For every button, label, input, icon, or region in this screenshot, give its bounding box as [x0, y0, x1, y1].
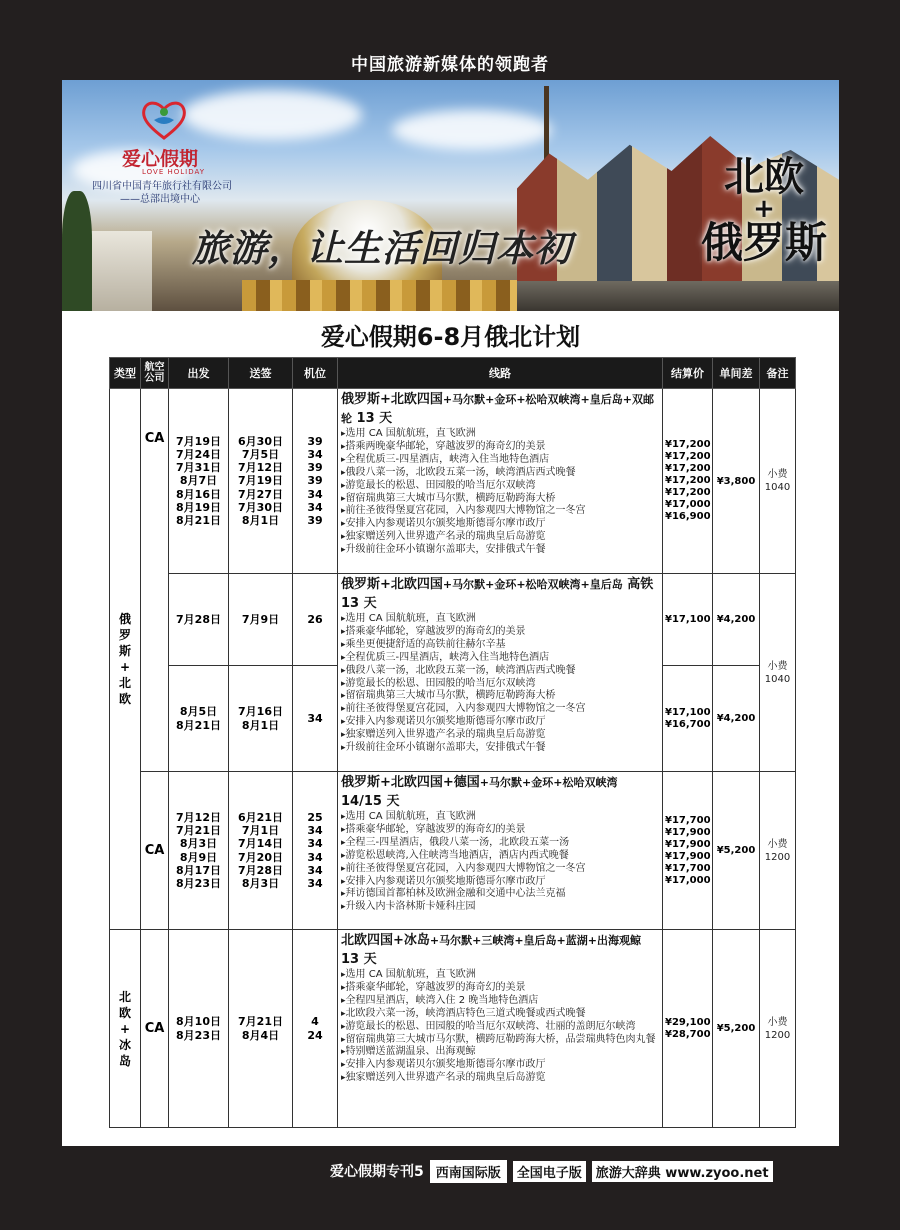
- note-cell: 小费 1040: [760, 389, 796, 574]
- footer-site[interactable]: 旅游大辞典 www.zyoo.net: [592, 1161, 773, 1182]
- route-line: ▸ 搭乘豪华邮轮，穿越波罗的海奇幻的美景: [341, 982, 660, 995]
- seat-counts: 25 34 34 34 34 34: [293, 772, 338, 930]
- logo-text: 爱心假期: [122, 148, 199, 170]
- header-depart: 出发: [169, 358, 229, 389]
- single-supplement: ¥5,200: [713, 930, 760, 1128]
- depart-dates: 7月28日: [169, 574, 229, 666]
- single-supplement: ¥5,200: [713, 772, 760, 930]
- single-supplement: ¥4,200: [713, 666, 760, 772]
- route-line: ▸ 全程三-四星酒店，俄段八菜一汤，北欧段五菜一汤: [341, 837, 660, 850]
- header-price: 结算价: [663, 358, 713, 389]
- table-row: [110, 389, 796, 574]
- header-seats: 机位: [293, 358, 338, 389]
- airline-cell: CA: [141, 389, 169, 772]
- company-line-2: ——总部出境中心: [120, 194, 200, 205]
- route-line: ▸ 前往圣彼得堡夏宫花园，入内参观四大博物馆之一冬宫: [341, 703, 660, 716]
- route-line: ▸ 安排入内参观诺贝尔颁奖地斯德哥尔摩市政厅: [341, 876, 660, 889]
- route-line: ▸ 前往圣彼得堡夏宫花园，入内参观四大博物馆之一冬宫: [341, 863, 660, 876]
- route-line: ▸ 搭乘豪华邮轮，穿越波罗的海奇幻的美景: [341, 626, 660, 639]
- header-note: 备注: [760, 358, 796, 389]
- route-line: ▸ 搭乘豪华邮轮，穿越波罗的海奇幻的美景: [341, 824, 660, 837]
- table-row: [110, 930, 796, 1128]
- route-line: ▸ 留宿瑞典第三大城市马尔默，横跨厄勒跨海大桥: [341, 690, 660, 703]
- price-list: ¥17,100: [663, 574, 713, 666]
- header-single: 单间差: [713, 358, 760, 389]
- note-cell: 小费 1200: [760, 772, 796, 930]
- route-line: ▸ 选用 CA 国航航班，直飞欧洲: [341, 428, 660, 441]
- route-line: ▸ 独家赠送列入世界遗产名录的瑞典皇后岛游览: [341, 1072, 660, 1085]
- header-route: 线路: [338, 358, 663, 389]
- price-list: ¥29,100 ¥28,700: [663, 930, 713, 1128]
- route-line: ▸ 游览最长的松恩、田园般的哈当厄尔双峡湾: [341, 678, 660, 691]
- route-line: ▸ 前往圣彼得堡夏宫花园，入内参观四大博物馆之一冬宫: [341, 505, 660, 518]
- header-airline: 航空公司: [141, 358, 169, 389]
- single-supplement: ¥3,800: [713, 389, 760, 574]
- fountain-statues: [242, 280, 542, 311]
- hero-banner: [62, 80, 839, 311]
- seat-counts: 39 34 39 39 34 34 39: [293, 389, 338, 574]
- route-line: ▸ 特别赠送蓝湖温泉、出海观鲸: [341, 1046, 660, 1059]
- route-line: ▸ 全程四星酒店，峡湾入住 2 晚当地特色酒店: [341, 995, 660, 1008]
- airline-cell: CA: [141, 930, 169, 1128]
- route-line: ▸ 安排入内参观诺贝尔颁奖地斯德哥尔摩市政厅: [341, 716, 660, 729]
- type-cell-nordic-iceland: 北 欧 + 冰 岛: [110, 930, 141, 1128]
- route-line: ▸ 独家赠送列入世界遗产名录的瑞典皇后岛游览: [341, 729, 660, 742]
- table-row: [110, 772, 796, 930]
- top-slogan: 中国旅游新媒体的领跑者: [351, 55, 549, 75]
- route-line: ▸ 安排入内参观诺贝尔颁奖地斯德哥尔摩市政厅: [341, 518, 660, 531]
- visa-dates: 6月30日 7月5日 7月12日 7月19日 7月27日 7月30日 8月1日: [229, 389, 293, 574]
- route-line: ▸ 俄段八菜一汤，北欧段五菜一汤，峡湾酒店西式晚餐: [341, 467, 660, 480]
- logo-english: LOVE HOLIDAY: [142, 168, 205, 176]
- route-line: ▸ 搭乘两晚豪华邮轮，穿越波罗的海奇幻的美景: [341, 441, 660, 454]
- trees: [62, 191, 92, 311]
- banner-slogan: 旅游，让生活回归本初: [192, 226, 572, 270]
- depart-dates: 8月10日 8月23日: [169, 930, 229, 1128]
- footer-national: 全国电子版: [513, 1161, 586, 1182]
- depart-dates: 8月5日 8月21日: [169, 666, 229, 772]
- route-line: ▸ 升级前往金环小镇谢尔盖耶夫，安排俄式午餐: [341, 742, 660, 755]
- footer: [330, 1160, 773, 1182]
- destination-plus: +: [753, 194, 775, 224]
- price-list: ¥17,100 ¥16,700: [663, 666, 713, 772]
- visa-dates: 7月9日: [229, 574, 293, 666]
- route-line: ▸ 留宿瑞典第三大城市马尔默，横跨厄勒跨海大桥: [341, 493, 660, 506]
- route-line: ▸ 升级前往金环小镇谢尔盖耶夫，安排俄式午餐: [341, 544, 660, 557]
- route-line: ▸ 俄段八菜一汤，北欧段五菜一汤，峡湾酒店西式晚餐: [341, 665, 660, 678]
- seat-counts: 4 24: [293, 930, 338, 1128]
- seat-counts: 34: [293, 666, 338, 772]
- harbor-water: [517, 281, 839, 311]
- route-line: ▸ 游览最长的松恩、田园般的哈当厄尔双峡湾: [341, 480, 660, 493]
- route-line: ▸ 选用 CA 国航航班，直飞欧洲: [341, 969, 660, 982]
- destination-heading: [701, 156, 827, 266]
- header-row: [110, 358, 796, 389]
- destination-line-2: 俄罗斯: [700, 218, 827, 267]
- company-line-1: 四川省中国青年旅行社有限公司: [92, 181, 232, 192]
- route-title: 北欧四国+冰岛+马尔默+三峡湾+皇后岛+蓝湖+出海观鲸 13 天: [341, 933, 641, 967]
- company-name: [92, 180, 232, 206]
- route-cell: [338, 389, 663, 574]
- route-line: ▸ 北欧段六菜一汤，峡湾酒店特色三道式晚餐或西式晚餐: [341, 1008, 660, 1021]
- depart-dates: 7月19日 7月24日 7月31日 8月7日 8月16日 8月19日 8月21日: [169, 389, 229, 574]
- price-list: ¥17,200 ¥17,200 ¥17,200 ¥17,200 ¥17,200 ¥17,000 ¥16,900: [663, 389, 713, 574]
- plan-title: 爱心假期6-8月俄北计划: [320, 323, 581, 351]
- footer-edition: 西南国际版: [430, 1160, 507, 1183]
- single-supplement: ¥4,200: [713, 574, 760, 666]
- route-line: ▸ 游览最长的松恩、田园般的哈当厄尔双峡湾、壮丽的盖朗厄尔峡湾: [341, 1021, 660, 1034]
- heart-logo-icon: [140, 98, 188, 140]
- content-panel: [62, 311, 839, 1146]
- visa-dates: 6月21日 7月1日 7月14日 7月20日 7月28日 8月3日: [229, 772, 293, 930]
- route-line: ▸ 乘坐更便捷舒适的高铁前往赫尔辛基: [341, 639, 660, 652]
- table-row: [110, 574, 796, 666]
- route-line: ▸ 留宿瑞典第三大城市马尔默，横跨厄勒跨海大桥，品尝瑞典特色肉丸餐: [341, 1034, 660, 1047]
- price-list: ¥17,700 ¥17,900 ¥17,900 ¥17,900 ¥17,700 ¥17,000: [663, 772, 713, 930]
- route-cell: [338, 930, 663, 1128]
- route-title: 俄罗斯+北欧四国+马尔默+金环+松哈双峡湾+皇后岛 高铁 13 天: [341, 577, 654, 611]
- route-line: ▸ 选用 CA 国航航班，直飞欧洲: [341, 613, 660, 626]
- route-line: ▸ 安排入内参观诺贝尔颁奖地斯德哥尔摩市政厅: [341, 1059, 660, 1072]
- route-line: ▸ 选用 CA 国航航班，直飞欧洲: [341, 811, 660, 824]
- route-line: ▸ 游览松恩峡湾,入住峡湾当地酒店，酒店内西式晚餐: [341, 850, 660, 863]
- visa-dates: 7月16日 8月1日: [229, 666, 293, 772]
- route-line: ▸ 升级入内卡洛林斯卡娅科庄园: [341, 901, 660, 914]
- route-cell: [338, 772, 663, 930]
- footer-issue: 爱心假期专刊5: [330, 1164, 424, 1180]
- route-line: ▸ 全程优质三-四星酒店，峡湾入住当地特色酒店: [341, 652, 660, 665]
- note-cell: 小费 1040: [760, 574, 796, 772]
- type-cell-russia-nordic: 俄 罗 斯 + 北 欧: [110, 389, 141, 930]
- route-line: ▸ 拜访德国首都柏林及欧洲金融和交通中心法兰克福: [341, 888, 660, 901]
- route-cell: [338, 574, 663, 772]
- route-title: 俄罗斯+北欧四国+德国+马尔默+金环+松哈双峡湾 14/15 天: [341, 775, 618, 809]
- header-visa: 送签: [229, 358, 293, 389]
- visa-dates: 7月21日 8月4日: [229, 930, 293, 1128]
- route-line: ▸ 独家赠送列入世界遗产名录的瑞典皇后岛游览: [341, 531, 660, 544]
- destination-line-1: 北欧: [723, 154, 804, 200]
- note-cell: 小费 1200: [760, 930, 796, 1128]
- itinerary-table: [109, 357, 796, 1128]
- header-type: 类型: [110, 358, 141, 389]
- route-title: 俄罗斯+北欧四国+马尔默+金环+松哈双峡湾+皇后岛+双邮轮 13 天: [341, 392, 654, 426]
- seat-counts: 26: [293, 574, 338, 666]
- depart-dates: 7月12日 7月21日 8月3日 8月9日 8月17日 8月23日: [169, 772, 229, 930]
- airline-cell: CA: [141, 772, 169, 930]
- route-line: ▸ 全程优质三-四星酒店，峡湾入住当地特色酒店: [341, 454, 660, 467]
